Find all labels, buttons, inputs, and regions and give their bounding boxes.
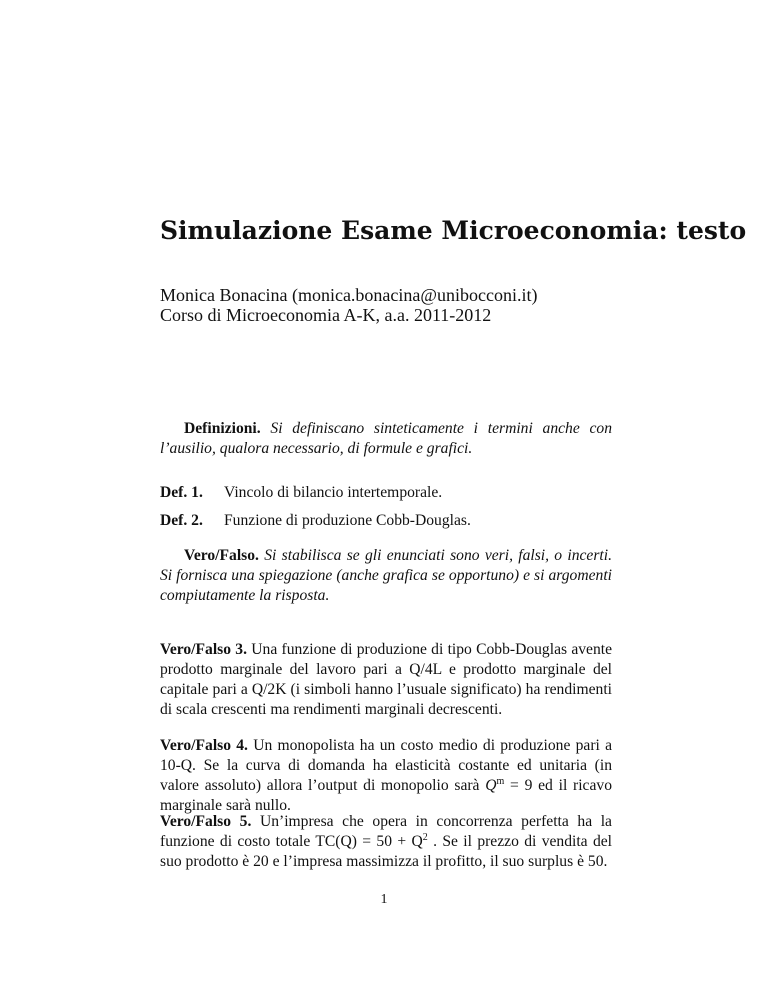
question-4-text-b: = 9 ed il ricavo marginale sarà nullo.: [160, 777, 612, 814]
definition-label: Def. 1.: [160, 484, 203, 501]
question-3-text: Una funzione di produzione di tipo Cobb-Douglas avente prodotto marginale del lavoro pari a Q/4L e prodotto marginale del capitale pari a Q/2K (i simboli hanno l’usuale significato) ha rendimenti di scala crescenti ma rendimenti marginali decrescenti.: [160, 641, 613, 718]
question-5-text-b: . Se il prezzo di vendita del suo prodotto è 20 e l’impresa massimizza il profitto, il suo surplus è 50.: [160, 833, 612, 870]
question-4-q-superscript: m: [496, 776, 505, 787]
truefalse-instruction: Si stabilisca se gli enunciati sono veri, falsi, o incerti. Si fornisca una spiegazione (anche grafica se opportuno) e si argomenti compiutamente la risposta.: [160, 547, 612, 604]
question-3: [160, 640, 612, 720]
definition-item-1: [160, 484, 442, 502]
question-4-text-a: Un monopolista ha un costo medio di produzione pari a 10-Q. Se la curva di domanda ha elasticità costante ed unitaria (in valore assoluto) allora l’output di monopolio sarà: [160, 737, 612, 794]
truefalse-intro: [160, 546, 612, 606]
definitions-heading: Definizioni.: [184, 420, 261, 437]
question-4-q-symbol: Q: [485, 777, 497, 794]
question-4: [160, 736, 612, 816]
question-5-text-a: Un’impresa che opera in concorrenza perfetta ha la funzione di costo totale TC(Q) = 50 + Q: [160, 813, 612, 850]
definition-text: Vincolo di bilancio intertemporale.: [224, 484, 443, 501]
question-3-heading: Vero/Falso 3.: [160, 641, 248, 658]
page-number: 1: [380, 892, 388, 907]
question-4-heading: Vero/Falso 4.: [160, 737, 248, 754]
definition-item-2: [160, 512, 471, 530]
author-block: [160, 285, 537, 325]
course-info: Corso di Microeconomia A-K, a.a. 2011-2012: [160, 305, 492, 325]
definitions-intro: [160, 419, 612, 459]
question-5-exponent: 2: [422, 832, 428, 843]
definition-label: Def. 2.: [160, 512, 203, 529]
truefalse-heading: Vero/Falso.: [184, 547, 259, 564]
author-name-email: Monica Bonacina (monica.bonacina@unibocconi.it): [160, 285, 538, 305]
question-5: [160, 812, 612, 872]
definition-text: Funzione di produzione Cobb-Douglas.: [224, 512, 471, 529]
question-5-heading: Vero/Falso 5.: [160, 813, 252, 830]
definitions-instruction: Si definiscano sinteticamente i termini anche con l’ausilio, qualora necessario, di formule e grafici.: [160, 420, 612, 457]
document-title: Simulazione Esame Microeconomia: testo: [160, 216, 747, 245]
